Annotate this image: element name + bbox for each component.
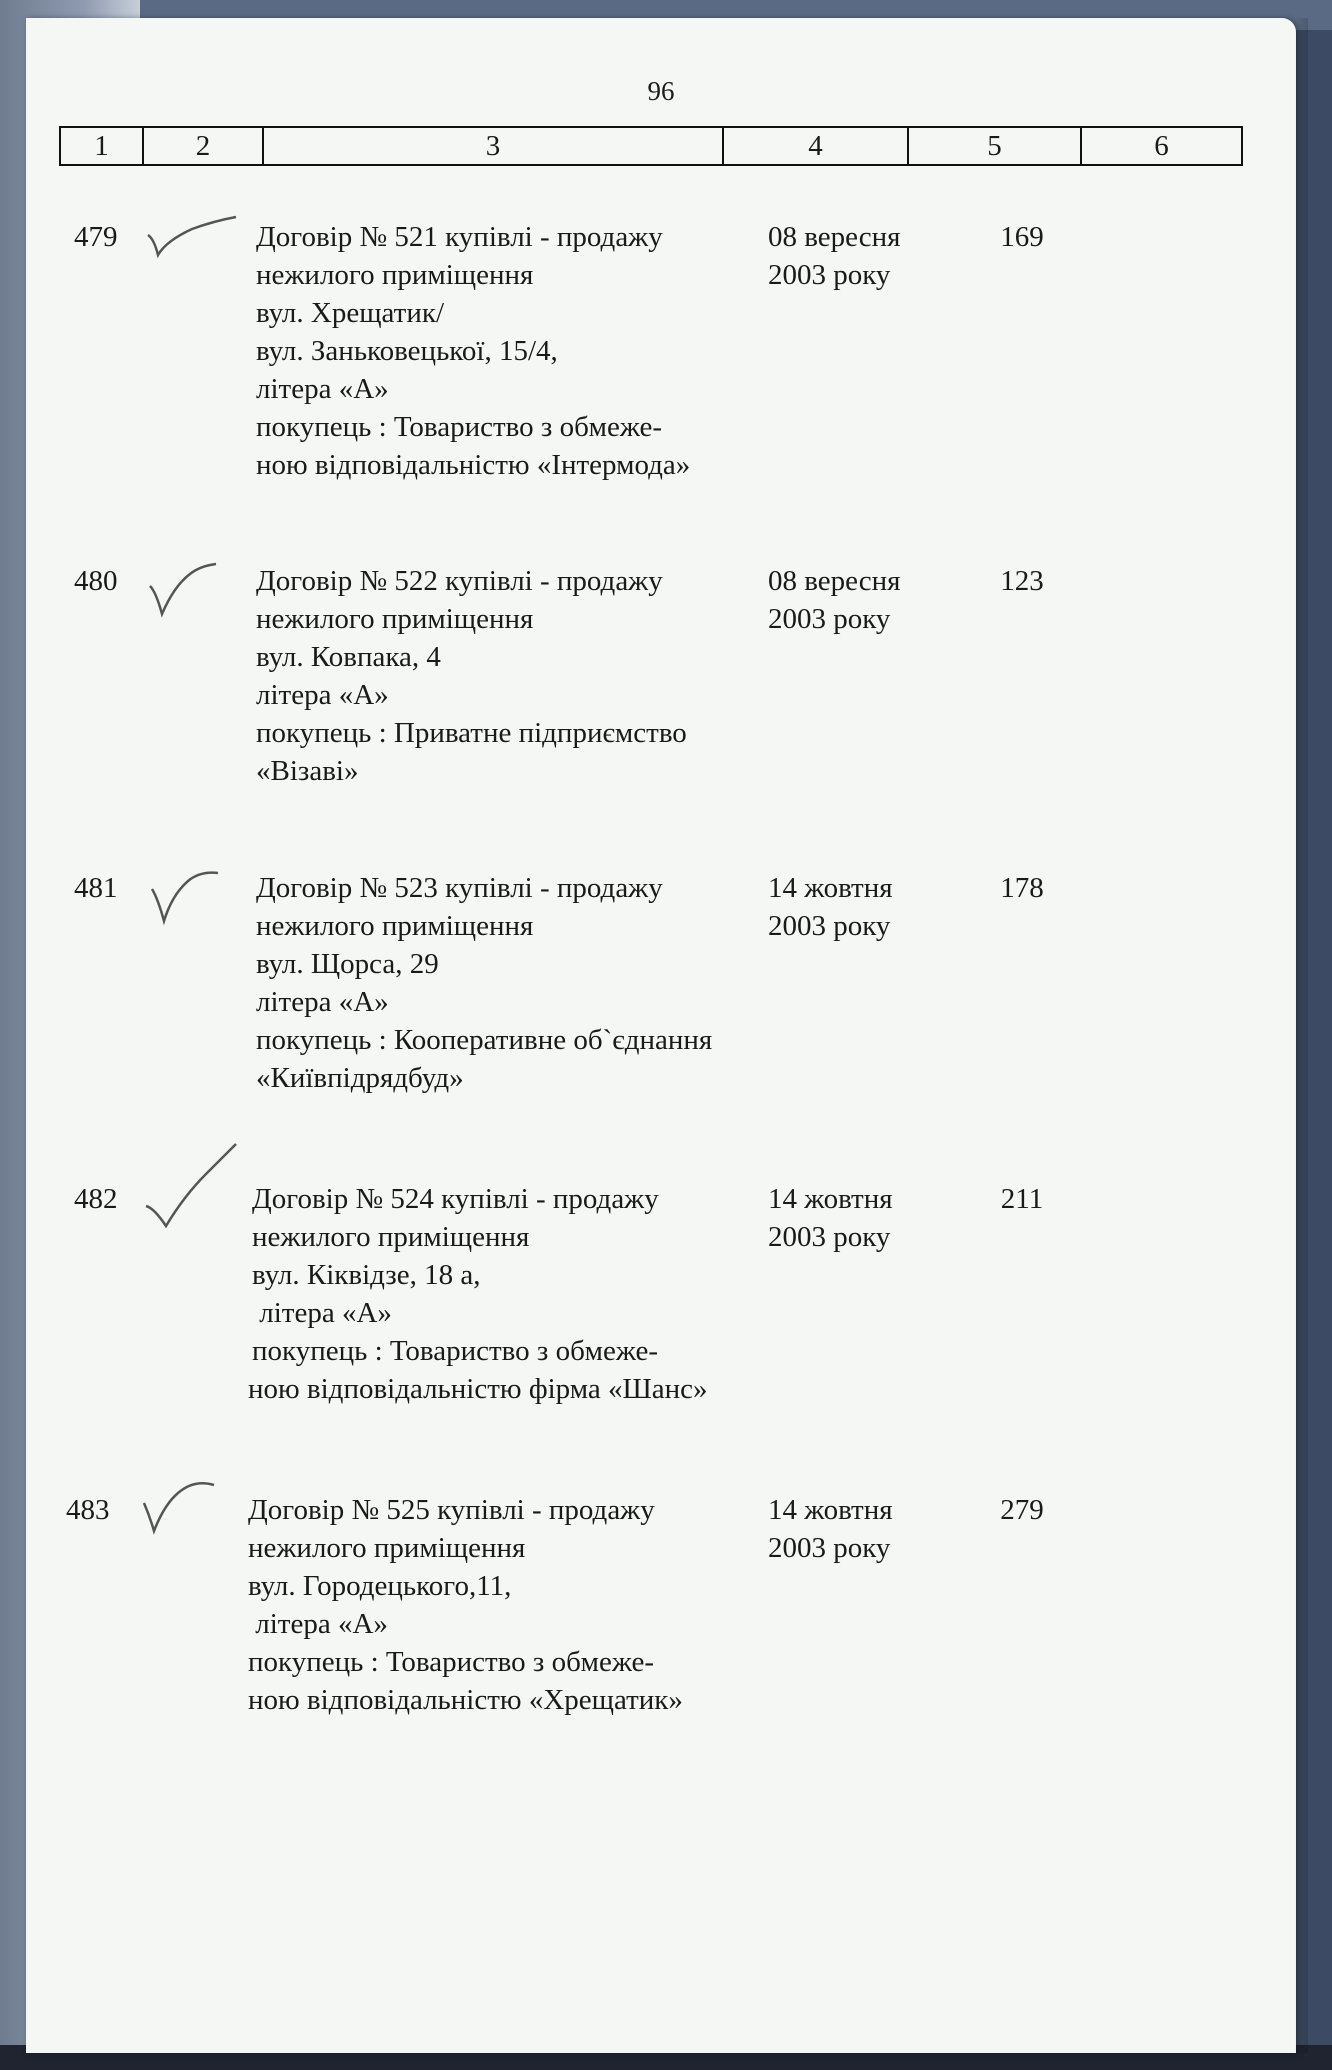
record-description: Договір № 525 купівлі - продажу нежилого приміщення вул. Городецького,11, літера «А» покупець : Товариство з обмеже- ною відповідальністю «Хрещатик» (248, 1494, 683, 1716)
checkmark-icon (144, 863, 244, 933)
column-header-4: 4 (723, 127, 908, 165)
record-page-count: 178 (1000, 872, 1044, 904)
checkmark-icon (144, 213, 244, 263)
record-number: 480 (74, 565, 118, 597)
column-header-5: 5 (908, 127, 1081, 165)
record-page-count: 123 (1000, 565, 1044, 597)
record-date: 14 жовтня 2003 року (768, 1494, 893, 1564)
record-description: Договір № 523 купівлі - продажу нежилого приміщення вул. Щорса, 29 літера «А» покупець : Кооперативне об`єднання «Київпідрядбуд» (256, 872, 713, 1094)
record-number: 479 (74, 221, 118, 253)
page-number: 96 (647, 76, 675, 106)
record-date: 14 жовтня 2003 року (768, 1183, 893, 1253)
checkmark-icon (144, 556, 244, 626)
record-date: 08 вересня 2003 року (768, 565, 901, 635)
record-page-count: 279 (1000, 1494, 1044, 1526)
record-date: 08 вересня 2003 року (768, 221, 901, 291)
column-header-3: 3 (263, 127, 723, 165)
record-number: 483 (66, 1494, 110, 1526)
document-page (26, 18, 1296, 2053)
record-page-count: 211 (1000, 1183, 1044, 1215)
column-header-2: 2 (143, 127, 263, 165)
record-date: 14 жовтня 2003 року (768, 872, 893, 942)
column-header-1: 1 (60, 127, 143, 165)
page-edge (1294, 18, 1308, 2053)
record-description: Договір № 524 купівлі - продажу нежилого приміщення вул. Кіквідзе, 18 а, літера «А» покупець : Товариство з обмеже- ною відповідальністю фірма «Шанс» (248, 1183, 708, 1405)
checkmark-icon (134, 1473, 234, 1543)
record-number: 482 (74, 1183, 118, 1215)
record-number: 481 (74, 872, 118, 904)
column-header-6: 6 (1081, 127, 1242, 165)
record-description: Договір № 522 купівлі - продажу нежилого приміщення вул. Ковпака, 4 літера «А» покупець : Приватне підприємство «Візаві» (256, 565, 687, 787)
checkmark-icon (144, 1138, 254, 1238)
record-page-count: 169 (1000, 221, 1044, 253)
column-header-table (59, 126, 1243, 166)
record-description: Договір № 521 купівлі - продажу нежилого приміщення вул. Хрещатик/ вул. Заньковецької, 15/4, літера «А» покупець : Товариство з обмеже- ною відповідальністю «Інтермода» (256, 221, 691, 481)
